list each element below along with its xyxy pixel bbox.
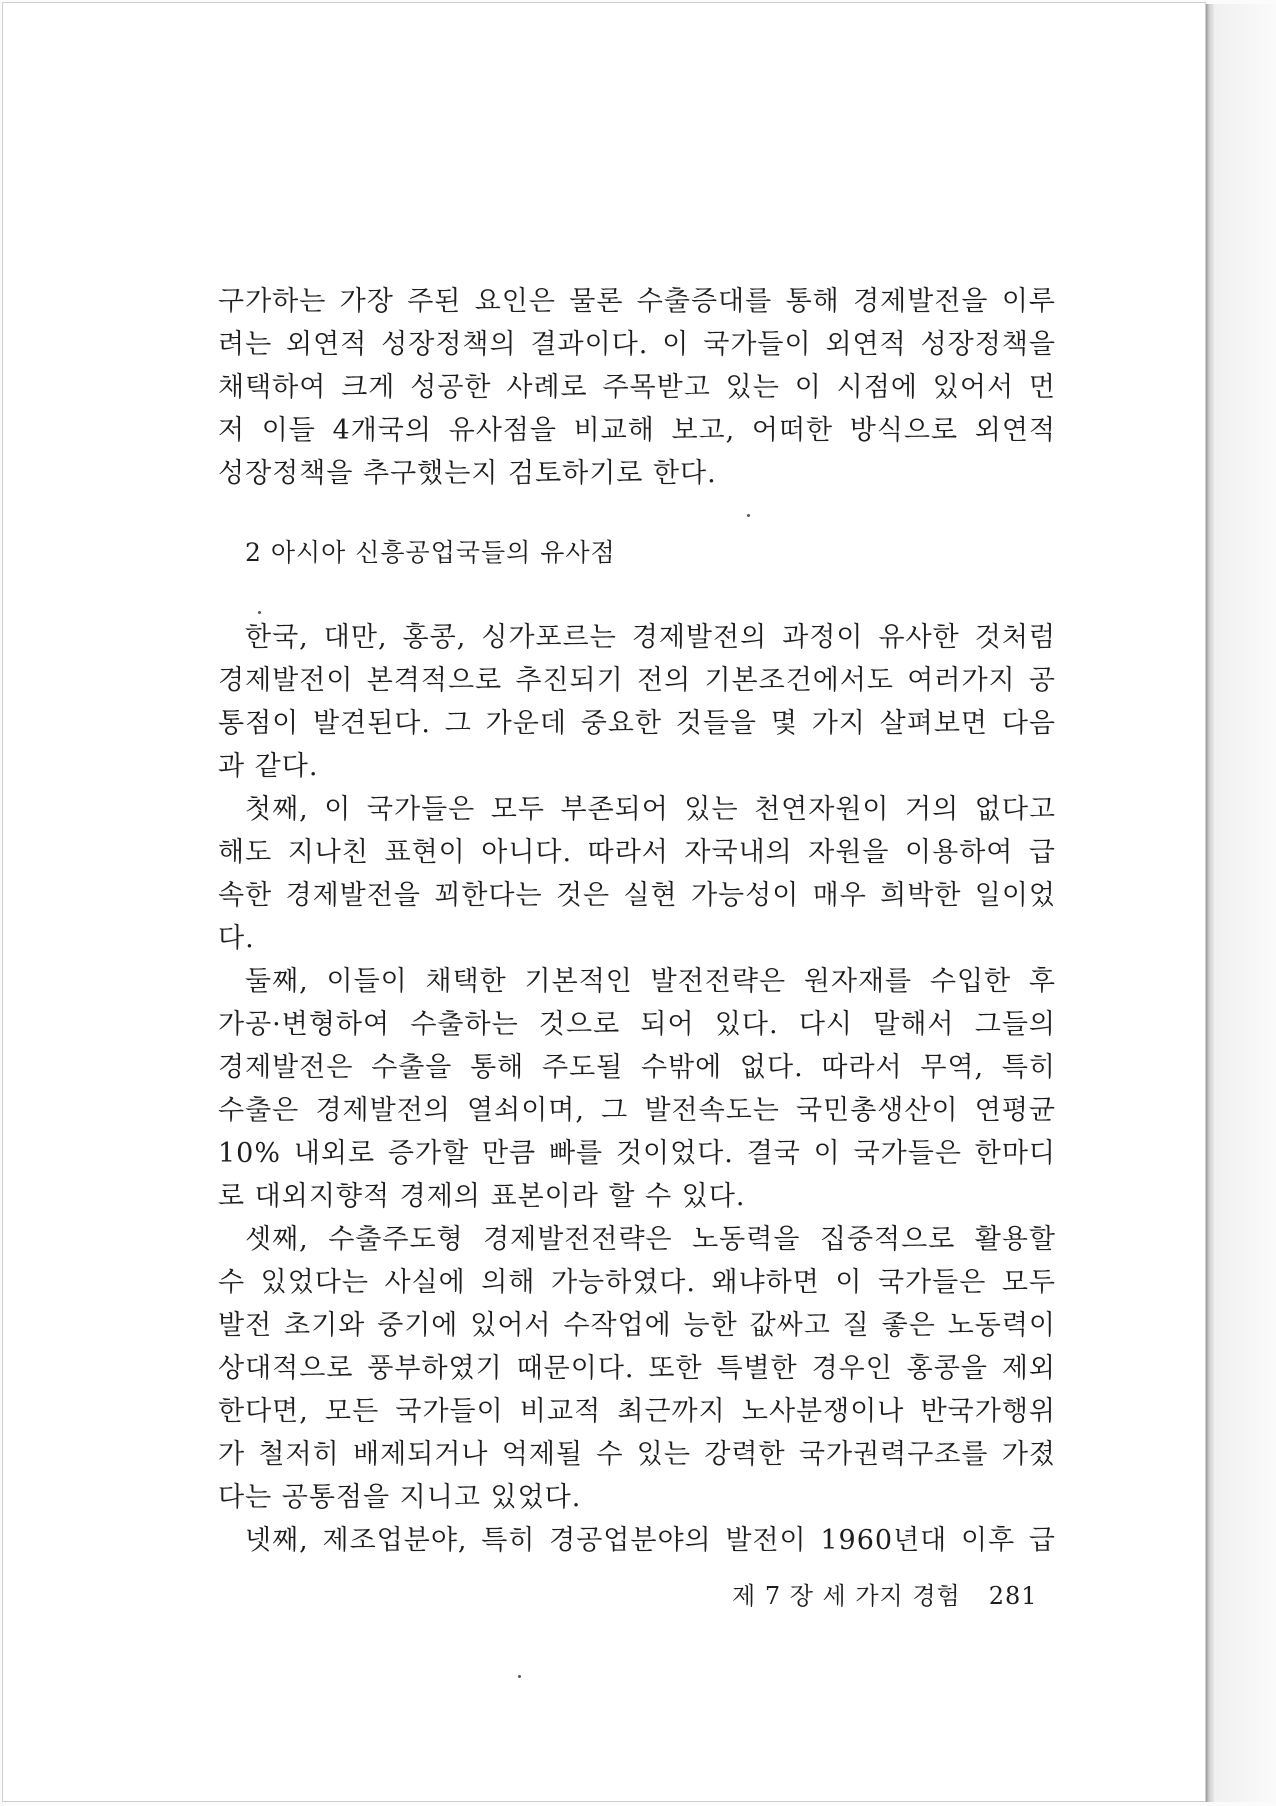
page-edge — [1206, 4, 1214, 1802]
text-line: 10% 내외로 증가할 만큼 빠를 것이었다. 결국 이 국가들은 한마디 — [218, 1138, 1056, 1169]
paragraph-intro — [218, 280, 1056, 495]
text-line: 첫째, 이 국가들은 모두 부존되어 있는 천연자원이 거의 없다고 — [245, 794, 1056, 825]
text-line: 로 대외지향적 경제의 표본이라 할 수 있다. — [218, 1181, 746, 1212]
spacer — [218, 574, 1056, 616]
text-line: 성장정책을 추구했는지 검토하기로 한다. — [218, 458, 717, 489]
text-line: 한국, 대만, 홍콩, 싱가포르는 경제발전의 과정이 유사한 것처럼 — [245, 622, 1056, 653]
text-line: 해도 지나친 표현이 아니다. 따라서 자국내의 자원을 이용하여 급 — [218, 837, 1056, 868]
paragraph-first — [218, 788, 1056, 960]
text-line: 려는 외연적 성장정책의 결과이다. 이 국가들이 외연적 성장정책을 — [218, 329, 1056, 360]
page-number: 281 — [988, 1582, 1038, 1610]
scan-speck — [258, 611, 261, 614]
section-heading: 2 아시아 신흥공업국들의 유사점 — [245, 538, 616, 567]
text-line: 수 있었다는 사실에 의해 가능하였다. 왜냐하면 이 국가들은 모두 — [218, 1267, 1056, 1298]
paragraph-similarities — [218, 616, 1056, 788]
text-line: 저 이들 4개국의 유사점을 비교해 보고, 어떠한 방식으로 외연적 — [218, 415, 1056, 446]
text-line: 상대적으로 풍부하였기 때문이다. 또한 특별한 경우인 홍콩을 제외 — [218, 1353, 1056, 1384]
chapter-title: 제 7 장 세 가지 경험 — [732, 1582, 961, 1610]
text-line: 채택하여 크게 성공한 사례로 주목받고 있는 이 시점에 있어서 먼 — [218, 372, 1056, 403]
text-line: 구가하는 가장 주된 요인은 물론 수출증대를 통해 경제발전을 이루 — [218, 286, 1056, 317]
text-line: 다는 공통점을 지니고 있었다. — [218, 1482, 582, 1513]
body-text — [218, 280, 1056, 1562]
text-line: 가 철저히 배제되거나 억제될 수 있는 강력한 국가권력구조를 가졌 — [218, 1439, 1056, 1470]
text-line: 속한 경제발전을 꾀한다는 것은 실현 가능성이 매우 희박한 일이었 — [218, 880, 1056, 911]
scan-speck — [747, 514, 750, 517]
spacer — [218, 495, 1056, 531]
paragraph-third — [218, 1218, 1056, 1519]
running-footer — [732, 1576, 1038, 1611]
text-line: 경제발전은 수출을 통해 주도될 수밖에 없다. 따라서 무역, 특히 — [218, 1052, 1056, 1083]
text-line: 가공·변형하여 수출하는 것으로 되어 있다. 다시 말해서 그들의 — [218, 1009, 1056, 1040]
text-line: 한다면, 모든 국가들이 비교적 최근까지 노사분쟁이나 반국가행위 — [218, 1396, 1056, 1427]
text-line: 셋째, 수출주도형 경제발전전략은 노동력을 집중적으로 활용할 — [245, 1224, 1056, 1255]
text-line: 통점이 발견된다. 그 가운데 중요한 것들을 몇 가지 살펴보면 다음 — [218, 708, 1056, 739]
text-line: 경제발전이 본격적으로 추진되기 전의 기본조건에서도 여러가지 공 — [218, 665, 1056, 696]
page-edge-shadow — [1214, 4, 1276, 1802]
text-line: 과 같다. — [218, 751, 319, 782]
text-line: 넷째, 제조업분야, 특히 경공업분야의 발전이 1960년대 이후 급 — [245, 1525, 1056, 1556]
text-line: 수출은 경제발전의 열쇠이며, 그 발전속도는 국민총생산이 연평균 — [218, 1095, 1056, 1126]
scan-speck — [518, 1675, 521, 1678]
text-line: 둘째, 이들이 채택한 기본적인 발전전략은 원자재를 수입한 후 — [245, 966, 1056, 997]
text-line: 발전 초기와 중기에 있어서 수작업에 능한 값싸고 질 좋은 노동력이 — [218, 1310, 1056, 1341]
paragraph-fourth — [218, 1519, 1056, 1562]
text-line: 다. — [218, 923, 255, 954]
paragraph-second — [218, 960, 1056, 1218]
